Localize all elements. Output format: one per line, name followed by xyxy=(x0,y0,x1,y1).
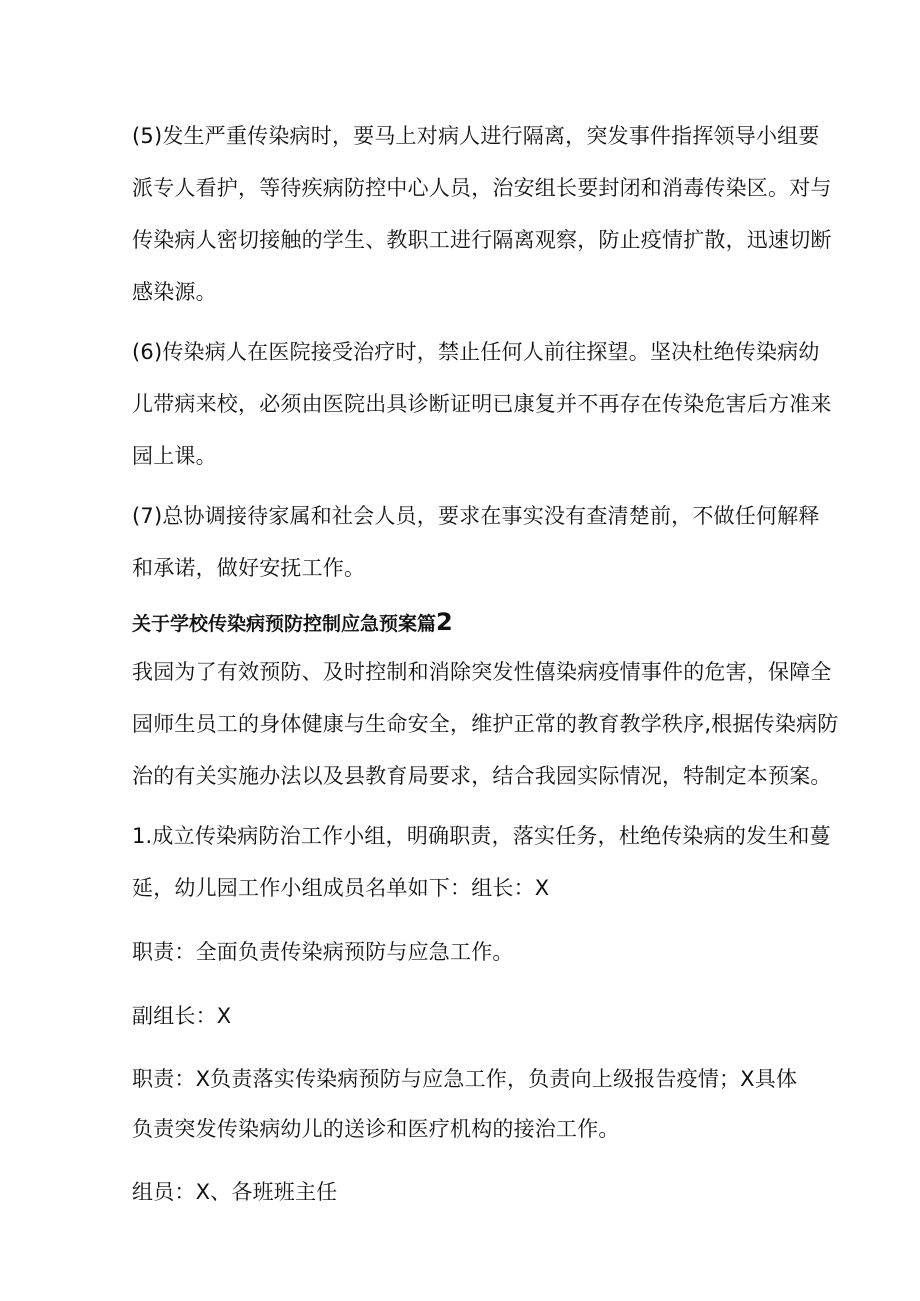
heading-number: 2 xyxy=(436,608,453,636)
text-line: 1.成立传染病防治工作小组，明确职责，落实任务，杜绝传染病的发生和蔓 xyxy=(132,824,831,848)
text-line: 副组长：X xyxy=(132,1004,232,1028)
deputy-leader xyxy=(132,990,812,1042)
text-line: 我园为了有效预防、及时控制和消除突发性僖染病疫情事件的危害，保障全 xyxy=(132,660,832,684)
heading-text: 关于学校传染病预防控制应急预案篇 xyxy=(132,613,437,635)
document-page xyxy=(132,110,839,1218)
paragraph-item-7 xyxy=(132,490,820,594)
text-line: 职责：全面负责传染病预防与应急工作。 xyxy=(132,940,514,964)
text-line: 延，幼儿园工作小组成员名单如下：组长：X xyxy=(132,876,550,900)
paragraph-item-5 xyxy=(132,110,832,318)
text-line: 园师生员工的身体健康与生命安全，维护正常的教育教学秩序,根据传染病防 xyxy=(132,712,839,736)
leader-duty xyxy=(132,926,812,978)
item-1-paragraph xyxy=(132,810,831,914)
section-heading xyxy=(132,594,812,646)
text-line: (6)传染病人在医院接受治疗时，禁止任何人前往探望。坚决杜绝传染病幼 xyxy=(132,340,820,364)
text-line: 组员：X、各班班主任 xyxy=(132,1180,338,1204)
intro-paragraph xyxy=(132,646,839,802)
text-line: 负责突发传染病幼儿的送诊和医疗机构的接治工作。 xyxy=(132,1117,620,1141)
text-line: 和承诺，做好安抚工作。 xyxy=(132,556,366,580)
text-line: 传染病人密切接触的学生、教职工进行隔离观察，防止疫情扩散，迅速切断 xyxy=(132,228,832,252)
paragraph-item-6 xyxy=(132,326,832,482)
text-line: 感染源。 xyxy=(132,280,217,304)
deputy-duty xyxy=(132,1054,812,1154)
text-line: (7)总协调接待家属和社会人员，要求在事实没有查清楚前，不做任何解释 xyxy=(132,504,820,528)
text-line: 职责：X负责落实传染病预防与应急工作，负责向上级报告疫情；X具体 xyxy=(132,1067,798,1091)
text-line: (5)发生严重传染病时，要马上对病人进行隔离，突发事件指挥领导小组要 xyxy=(132,124,820,148)
text-line: 园上课。 xyxy=(132,444,217,468)
members xyxy=(132,1166,812,1218)
text-line: 儿带病来校，必须由医院出具诊断证明已康复并不再存在传染危害后方准来 xyxy=(132,392,832,416)
text-line: 派专人看护，等待疾病防控中心人员，治安组长要封闭和消毒传染区。对与 xyxy=(132,176,832,200)
text-line: 治的有关实施办法以及县教育局要求，结合我园实际情况，特制定本预案。 xyxy=(132,764,832,788)
